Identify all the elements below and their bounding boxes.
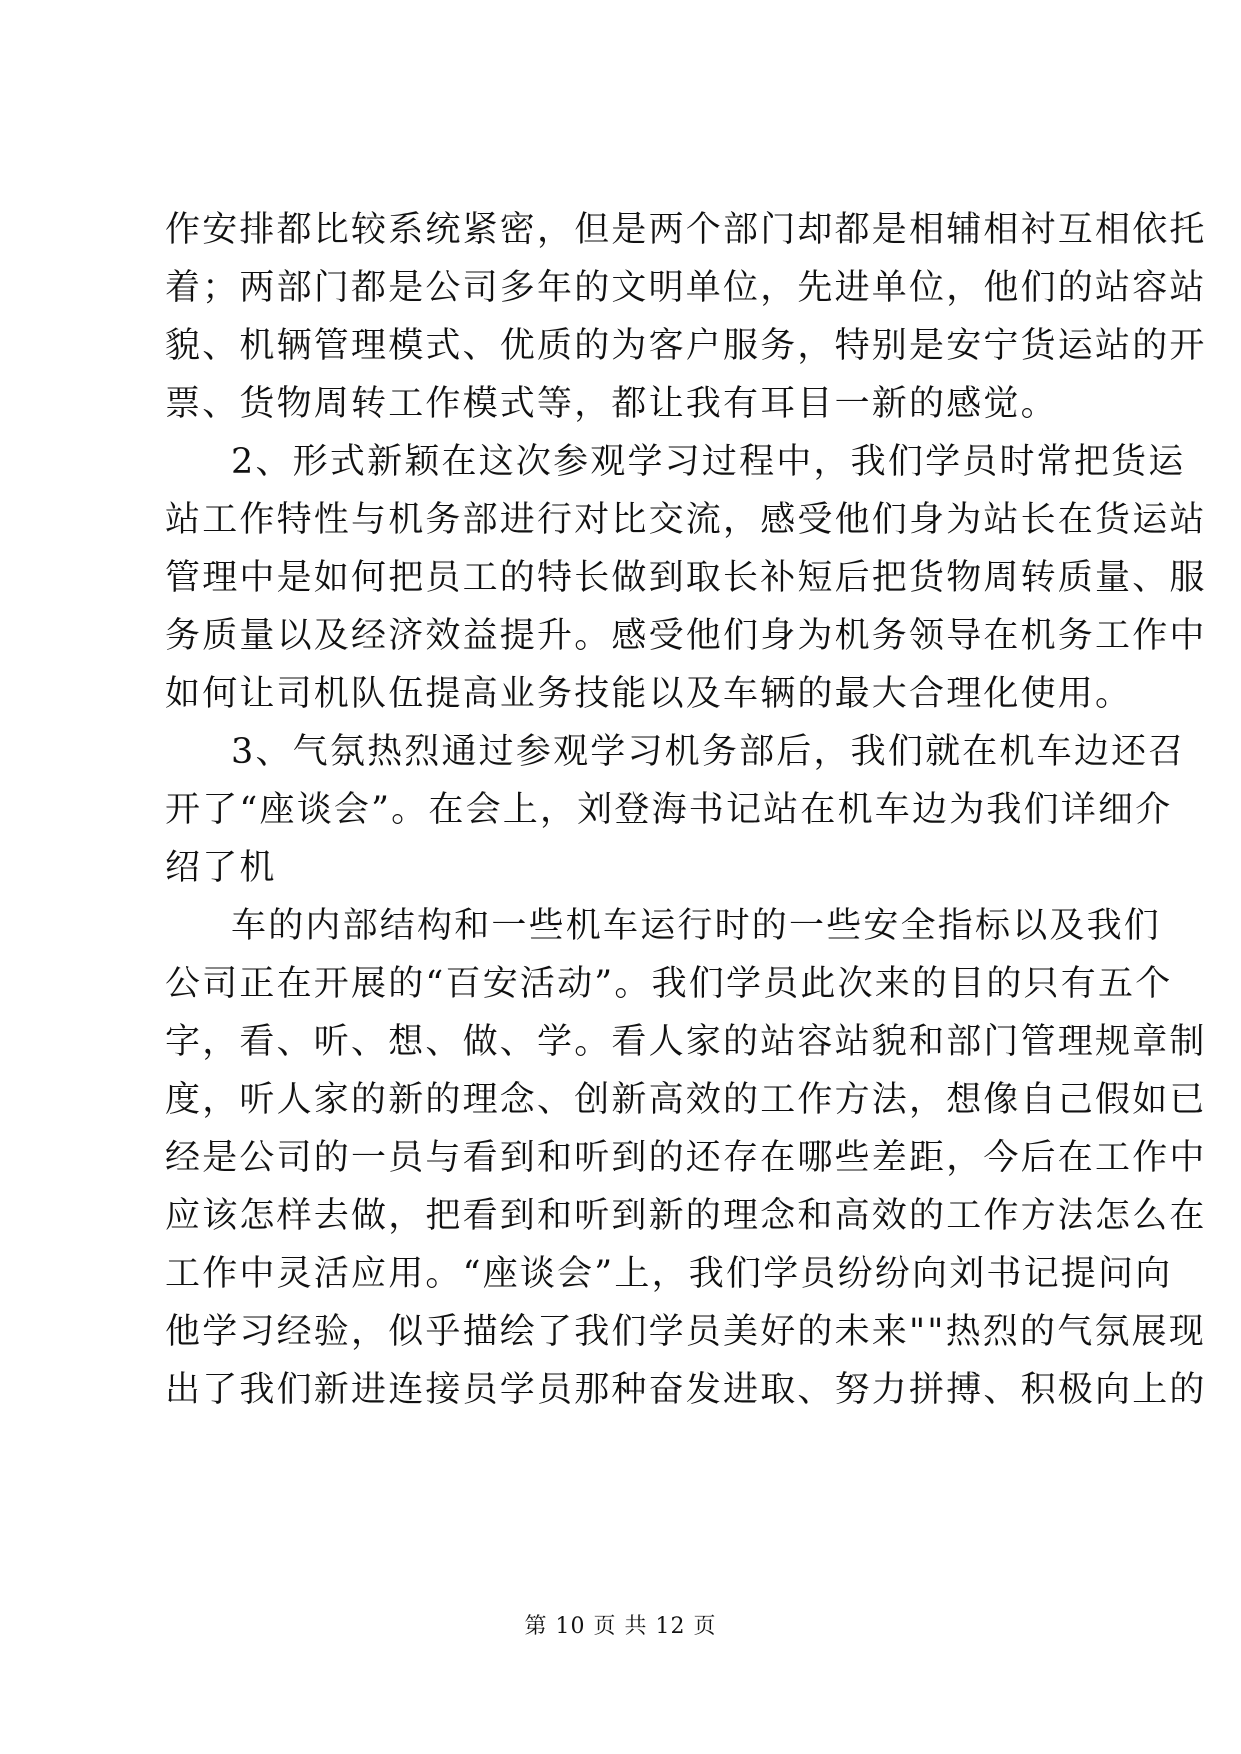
text-line: 应该怎样去做，把看到和听到新的理念和高效的工作方法怎么在 bbox=[165, 1196, 1207, 1236]
text-line: 公司正在开展的“百安活动”。我们学员此次来的目的只有五个 bbox=[165, 964, 1173, 1004]
text-line: 出了我们新进连接员学员那种奋发进取、努力拼搏、积极向上的 bbox=[165, 1370, 1207, 1410]
text-line: 务质量以及经济效益提升。感受他们身为机务领导在机务工作中 bbox=[165, 616, 1207, 656]
text-line: 票、货物周转工作模式等，都让我有耳目一新的感觉。 bbox=[165, 384, 1058, 424]
text-line: 管理中是如何把员工的特长做到取长补短后把货物周转质量、服 bbox=[165, 558, 1207, 598]
text-line: 字，看、听、想、做、学。看人家的站容站貌和部门管理规章制 bbox=[165, 1022, 1207, 1062]
text-line: 2、形式新颖在这次参观学习过程中，我们学员时常把货运 bbox=[231, 442, 1186, 482]
text-line: 开了“座谈会”。在会上，刘登海书记站在机车边为我们详细介 bbox=[165, 790, 1173, 830]
text-line: 站工作特性与机务部进行对比交流，感受他们身为站长在货运站 bbox=[165, 500, 1207, 540]
text-line: 3、气氛热烈通过参观学习机务部后，我们就在机车边还召 bbox=[231, 732, 1186, 772]
text-line: 车的内部结构和一些机车运行时的一些安全指标以及我们 bbox=[231, 906, 1162, 946]
text-line: 如何让司机队伍提高业务技能以及车辆的最大合理化使用。 bbox=[165, 674, 1133, 714]
text-line: 他学习经验，似乎描绘了我们学员美好的未来""热烈的气氛展现 bbox=[165, 1312, 1206, 1352]
text-line: 工作中灵活应用。“座谈会”上，我们学员纷纷向刘书记提问向 bbox=[165, 1254, 1173, 1294]
text-line: 绍了机 bbox=[165, 848, 277, 888]
text-line: 貌、机辆管理模式、优质的为客户服务，特别是安宁货运站的开 bbox=[165, 326, 1207, 366]
text-line: 度，听人家的新的理念、创新高效的工作方法，想像自己假如已 bbox=[165, 1080, 1207, 1120]
text-line: 作安排都比较系统紧密，但是两个部门却都是相辅相衬互相依托 bbox=[165, 210, 1207, 250]
text-line: 着；两部门都是公司多年的文明单位，先进单位，他们的站容站 bbox=[165, 268, 1207, 308]
text-line: 经是公司的一员与看到和听到的还存在哪些差距，今后在工作中 bbox=[165, 1138, 1207, 1178]
page-number-footer: 第 10 页 共 12 页 bbox=[524, 1614, 717, 1639]
